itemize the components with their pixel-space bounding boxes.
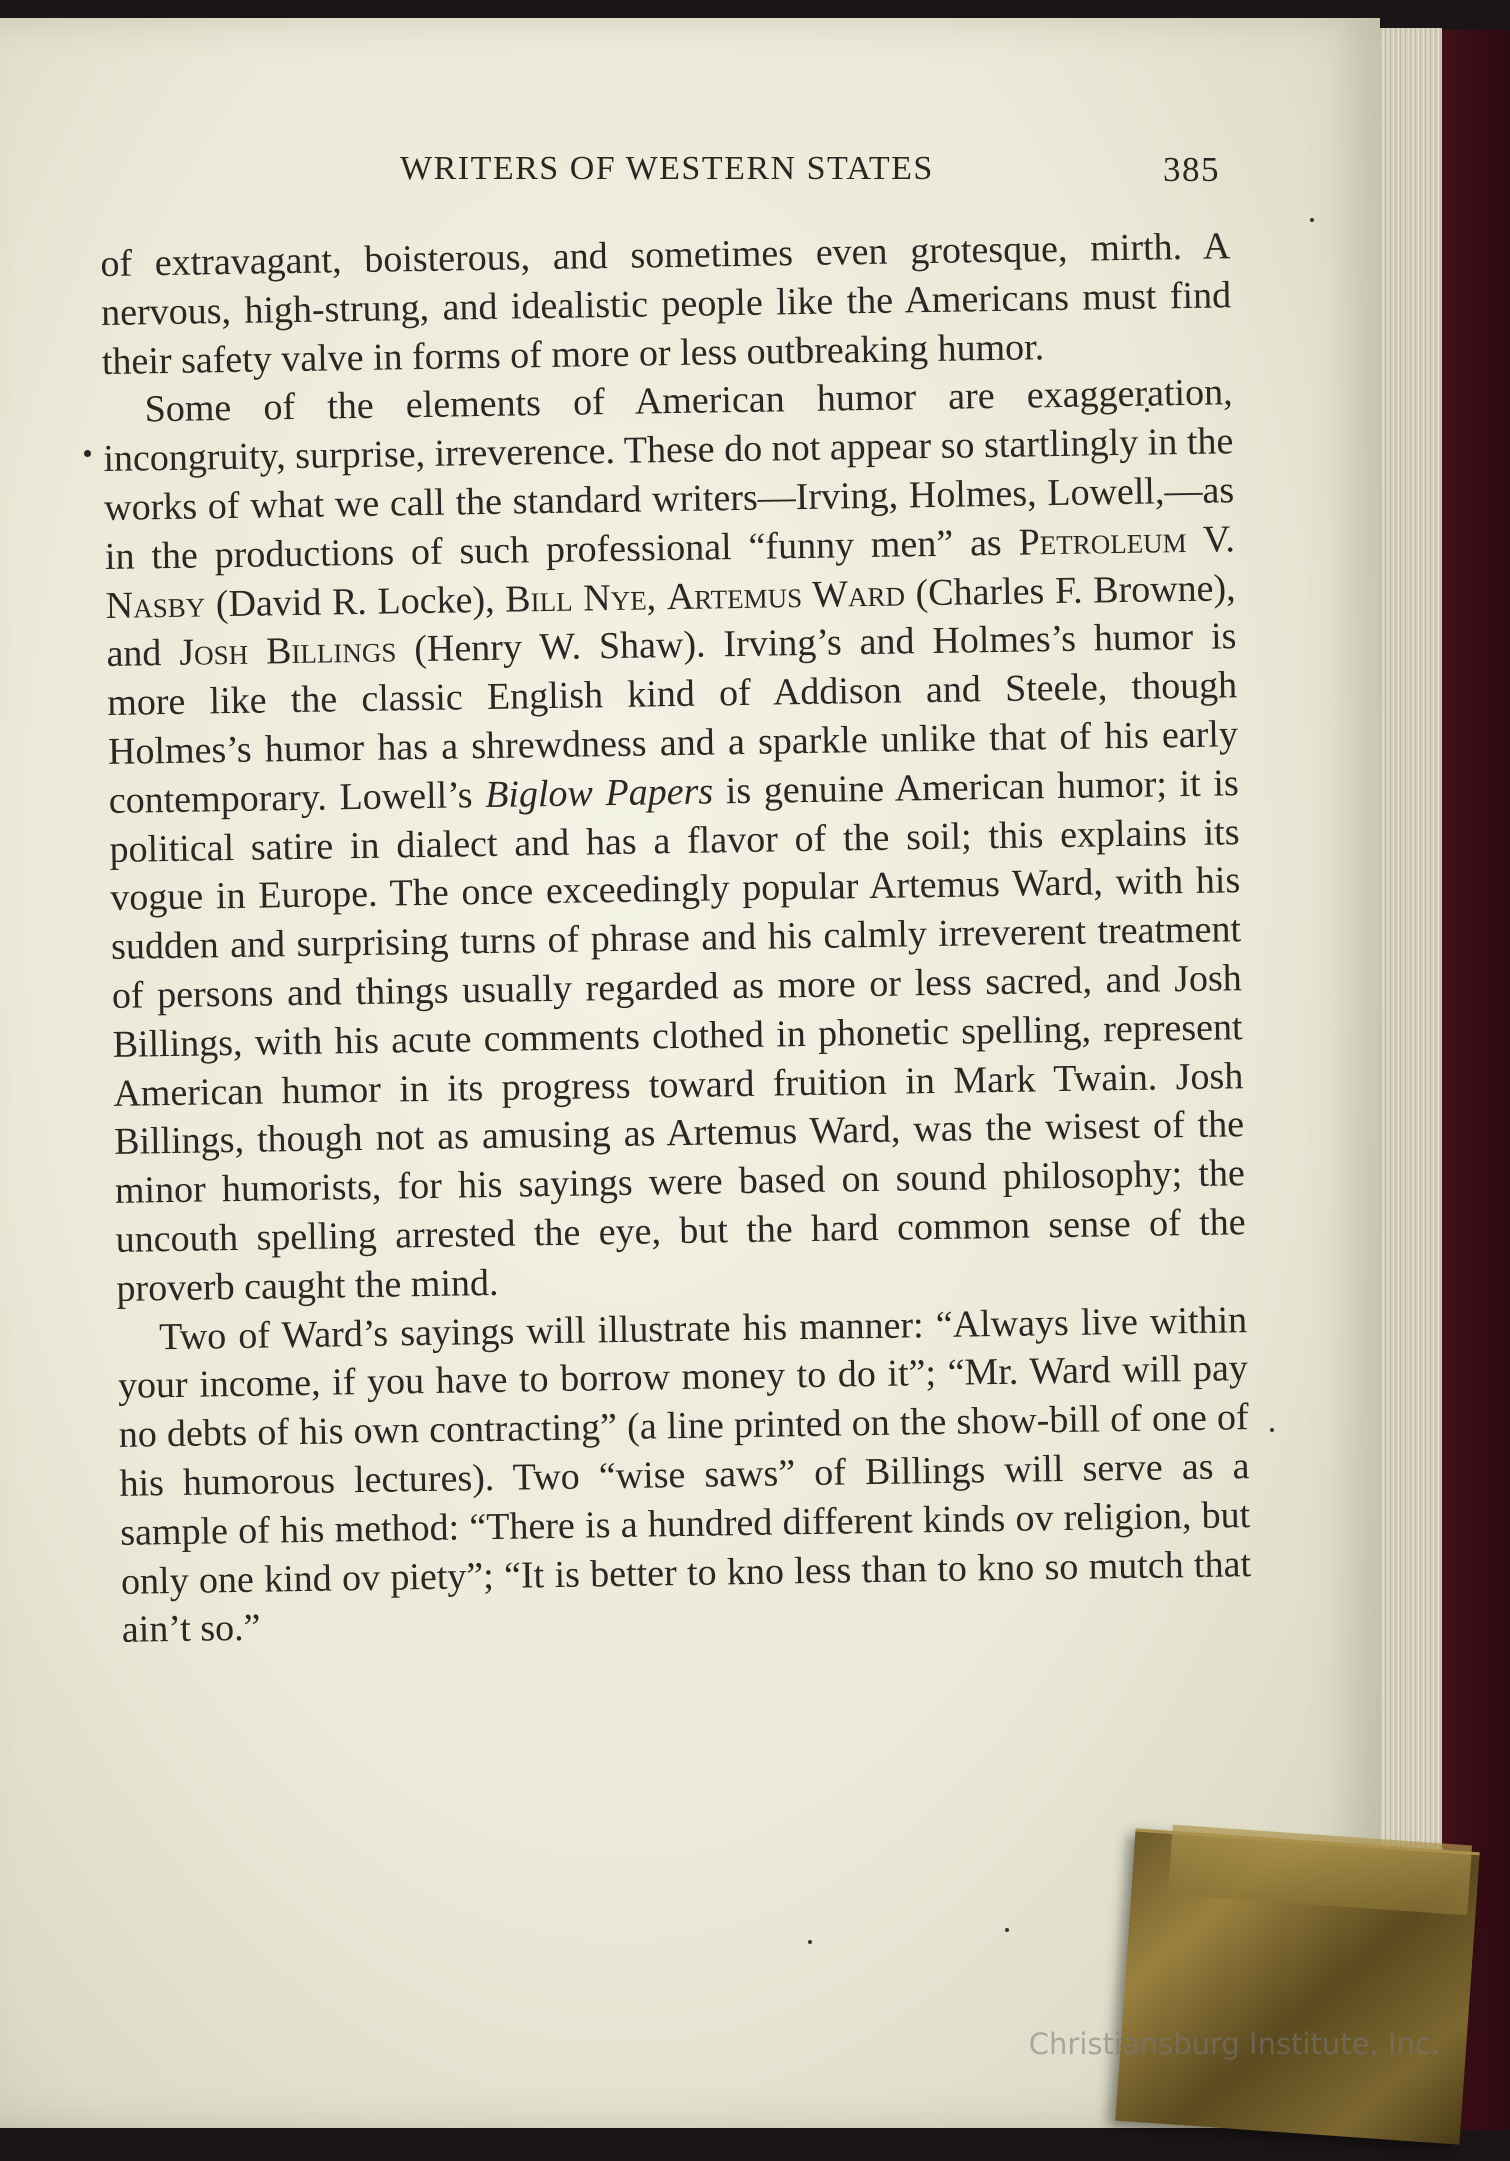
body-text — [100, 222, 1252, 1655]
paragraph-3: Two of Ward’s sayings will illustrate his manner: “Always live within your income, if you have to borrow money to do it”; “Mr. Ward will pay no debts of his own contracting” (a line printed on the show-bill of one of his humorous lectures). Two “wise saws” of Billings will serve as a sample of his method: “There is a hundred different kinds ov religion, but only one kind ov piety”; “It is better to kno less than to kno so mutch that ain’t so.” — [117, 1298, 1252, 1652]
paragraph-2 — [102, 369, 1246, 1314]
paragraph-2-text: (Charles F. Browne), and — [106, 566, 1236, 676]
watermark: Christiansburg Institute, Inc. — [1028, 2027, 1440, 2061]
page-number: 385 — [1163, 150, 1220, 189]
paragraph-2-text: (David R. Locke), — [204, 578, 506, 625]
stray-mark — [808, 1940, 812, 1944]
running-head — [400, 150, 1220, 188]
stray-mark — [1310, 218, 1314, 222]
stray-mark — [84, 450, 91, 457]
book-title: Biglow Papers — [484, 770, 714, 816]
author-name: Artemus Ward — [666, 571, 906, 618]
paragraph-2-text: Some of the elements of American humor are exaggeration, incongruity, surprise, irreverence. These do not appear so startlingly in the works of what we call the standard writers—Irving, Holmes, Lowell,—as in the productions of such professional “funny men” as — [103, 371, 1235, 578]
paragraph-2-text: is genuine American humor; it is political satire in dialect and has a flavor of the soil; this explains its vogue in Europe. The once exceedingly popular Artemus Ward, with his sudden and surprising turns of phrase and his calmly irreverent treatment of persons and things usually regarded as more or less sacred, and Josh Billings, with his acute comments clothed in phonetic spelling, represent American humor in its progress toward fruition in Mark Twain. Josh Billings, though not as amusing as Artemus Ward, was the wisest of the minor humorists, for his sayings were based on sound philosophy; the uncouth spelling arrested the eye, but the hard common sense of the proverb caught the mind. — [109, 761, 1246, 1310]
running-head-title: WRITERS OF WESTERN STATES — [400, 150, 934, 187]
paragraph-1: of extravagant, boisterous, and sometimes even grotesque, mirth. A nervous, high-strung, and idealistic people like the Americans must find their safety valve in forms of more or less outbreaking humor. — [100, 225, 1232, 383]
book-page — [0, 18, 1380, 2128]
author-name: Bill Nye — [504, 576, 647, 621]
stray-mark — [1005, 1928, 1009, 1932]
author-name: Josh Billings — [178, 628, 397, 675]
paragraph-2-text: (Henry W. Shaw). Irving’s and Holmes’s humor is more like the classic English kind of Addison and Steele, though Holmes’s humor has a shrewdness and a sparkle unlike that of his early contemporary. Lowell’s — [106, 615, 1239, 822]
stray-mark — [1270, 1428, 1274, 1432]
author-name: Petroleum V. Nasby — [105, 517, 1236, 627]
paragraph-2-text: , — [646, 575, 668, 619]
